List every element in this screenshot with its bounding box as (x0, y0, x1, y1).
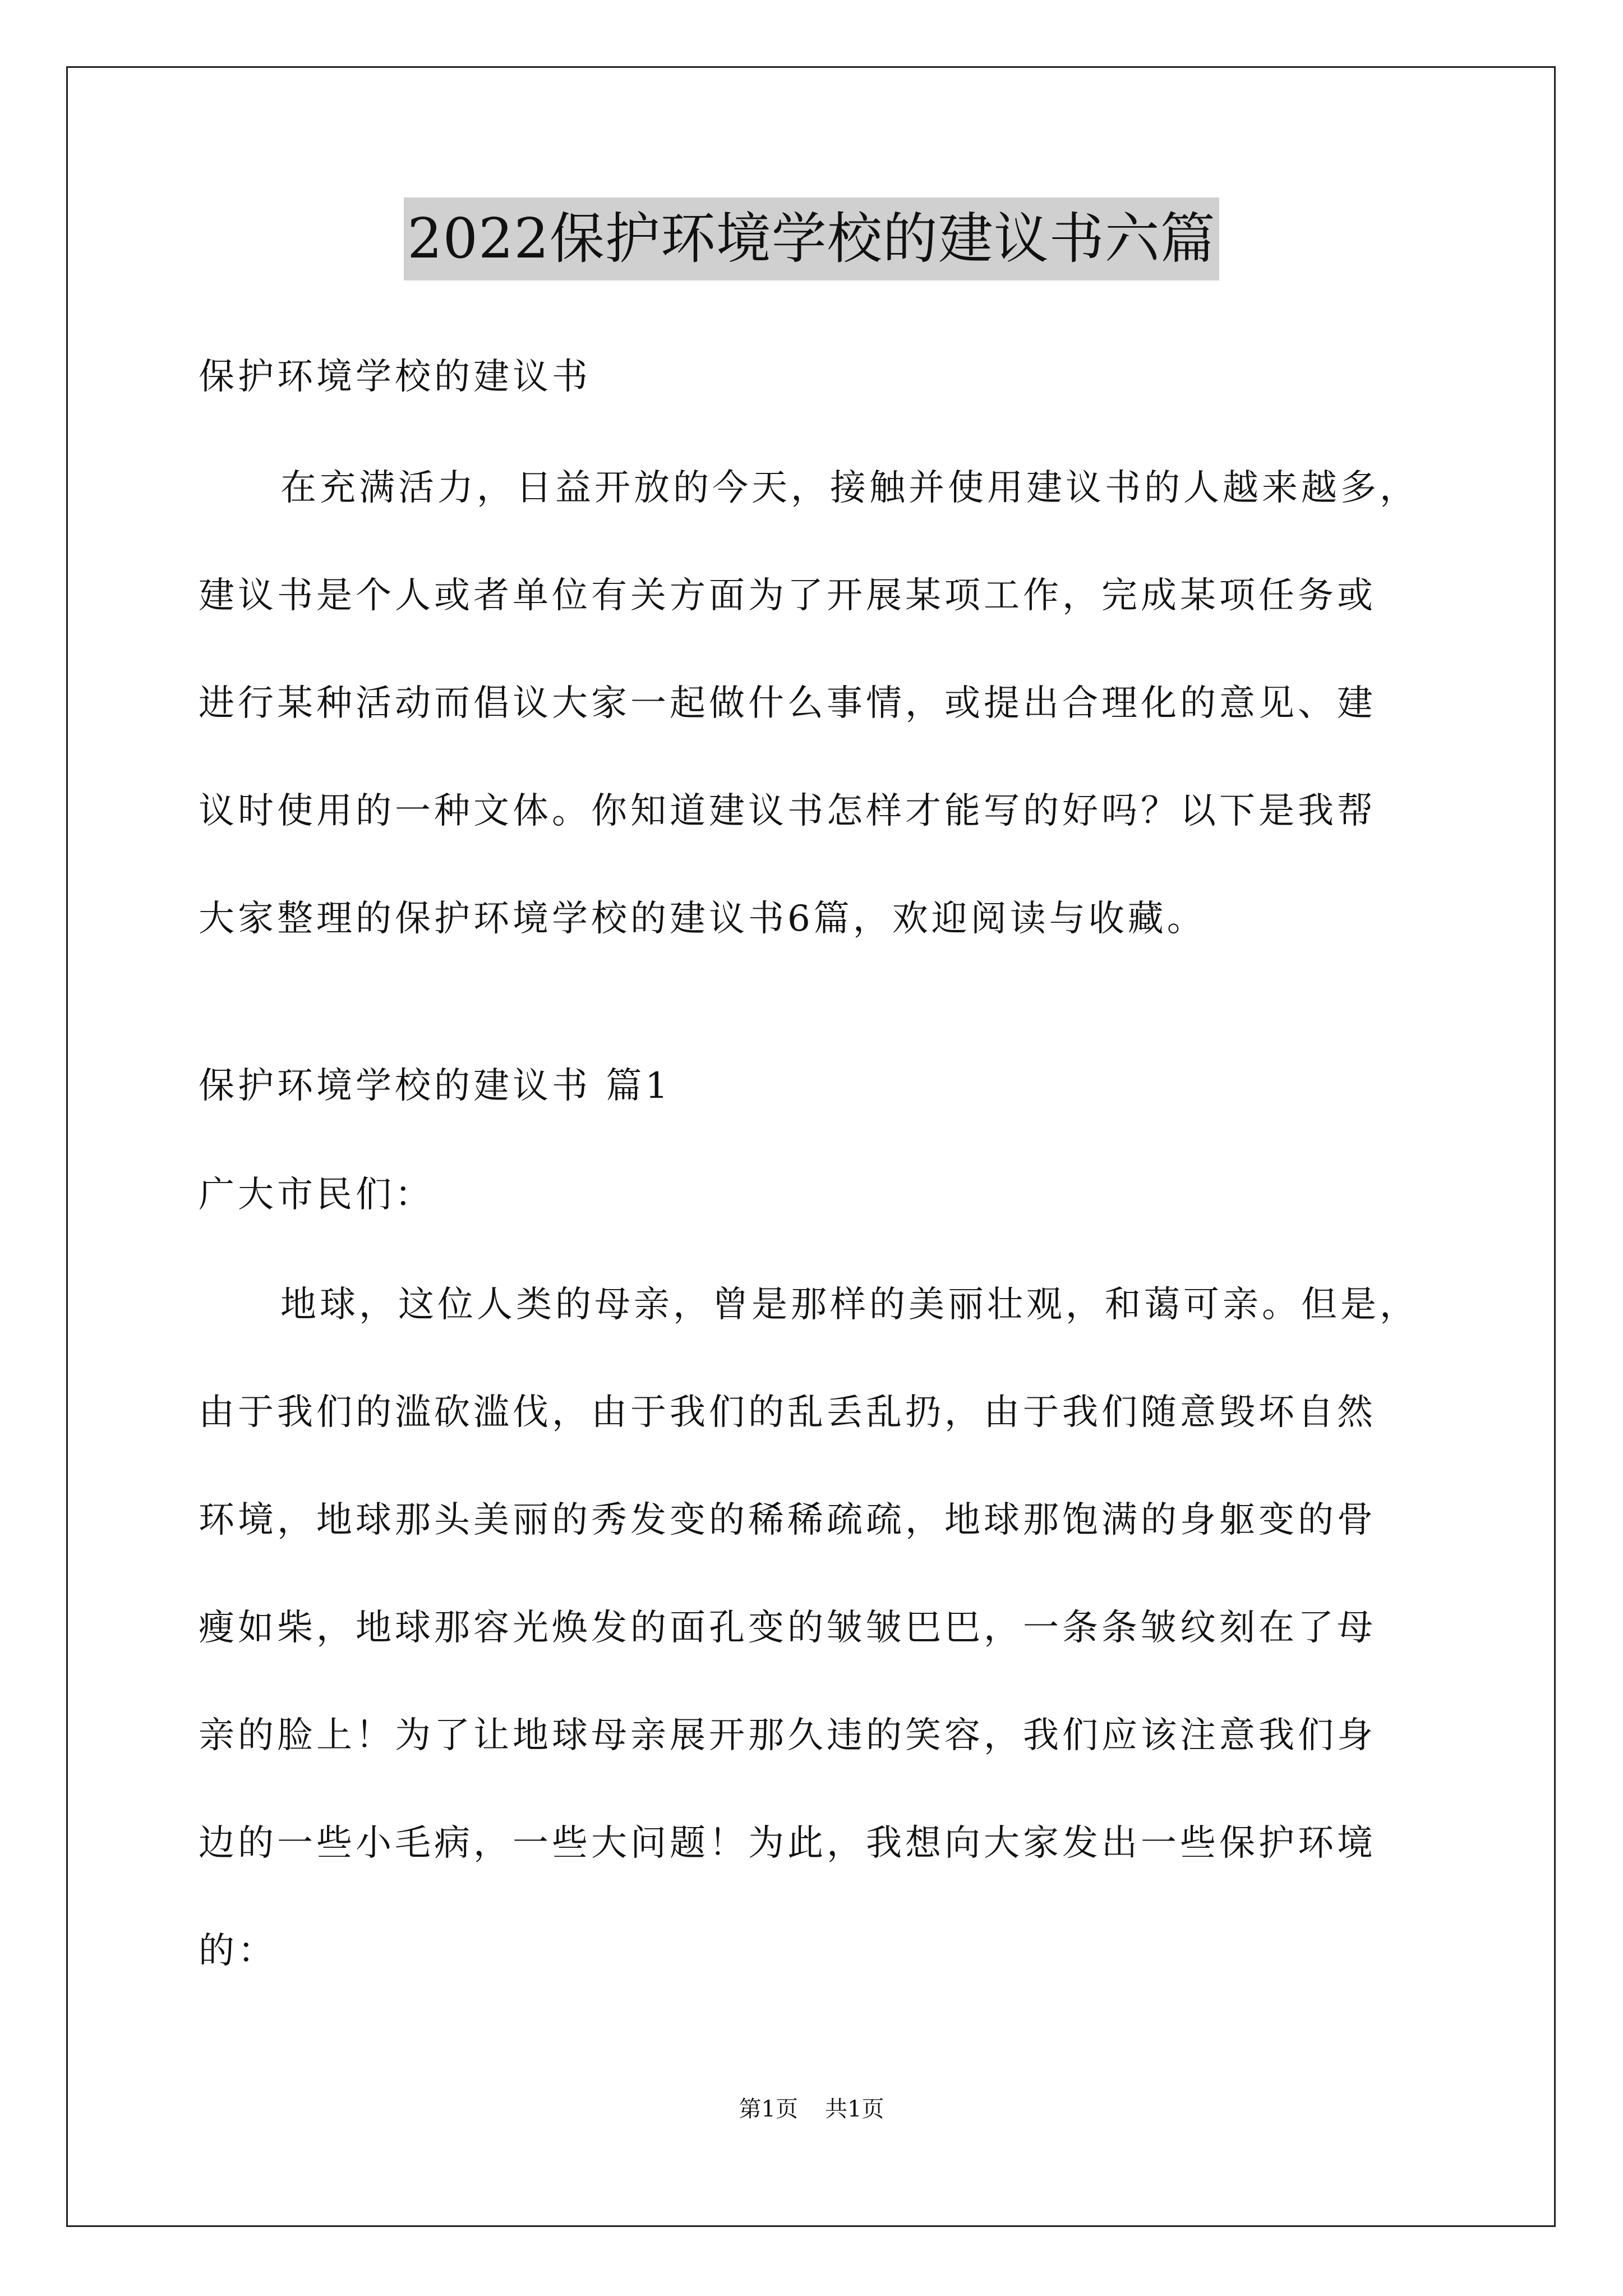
page-number-current: 第1页 (739, 2096, 798, 2122)
page-footer (0, 2092, 1623, 2126)
intro-line: 大家整理的保护环境学校的建议书6篇，欢迎阅读与收藏。 (199, 898, 1206, 940)
intro-heading: 保护环境学校的建议书 (199, 356, 591, 398)
body-line: 瘦如柴，地球那容光焕发的面孔变的皱皱巴巴，一条条皱纹刻在了母 (199, 1607, 1376, 1649)
intro-line: 在充满活力，日益开放的今天，接触并使用建议书的人越来越多， (280, 467, 1419, 509)
body-line: 的： (199, 1930, 277, 1972)
body-line: 环境，地球那头美丽的秀发变的稀稀疏疏，地球那饱满的身躯变的骨 (199, 1499, 1376, 1541)
body-line: 边的一些小毛病，一些大问题！为此，我想向大家发出一些保护环境 (199, 1823, 1376, 1864)
intro-line: 进行某种活动而倡议大家一起做什么事情，或提出合理化的意见、建 (199, 683, 1376, 724)
page-number-total: 共1页 (825, 2096, 884, 2122)
section-heading: 保护环境学校的建议书 篇1 (199, 1065, 672, 1107)
intro-line: 建议书是个人或者单位有关方面为了开展某项工作，完成某项任务或 (199, 575, 1376, 616)
intro-line: 议时使用的一种文体。你知道建议书怎样才能写的好吗？以下是我帮 (199, 790, 1376, 832)
body-line: 地球，这位人类的母亲，曾是那样的美丽壮观，和蔼可亲。但是， (280, 1284, 1419, 1326)
document-title (0, 197, 1623, 280)
salutation: 广大市民们： (199, 1174, 434, 1216)
document-title-text: 2022保护环境学校的建议书六篇 (404, 197, 1219, 280)
body-line: 亲的脸上！为了让地球母亲展开那久违的笑容，我们应该注意我们身 (199, 1715, 1376, 1756)
body-line: 由于我们的滥砍滥伐，由于我们的乱丢乱扔，由于我们随意毁坏自然 (199, 1392, 1376, 1433)
